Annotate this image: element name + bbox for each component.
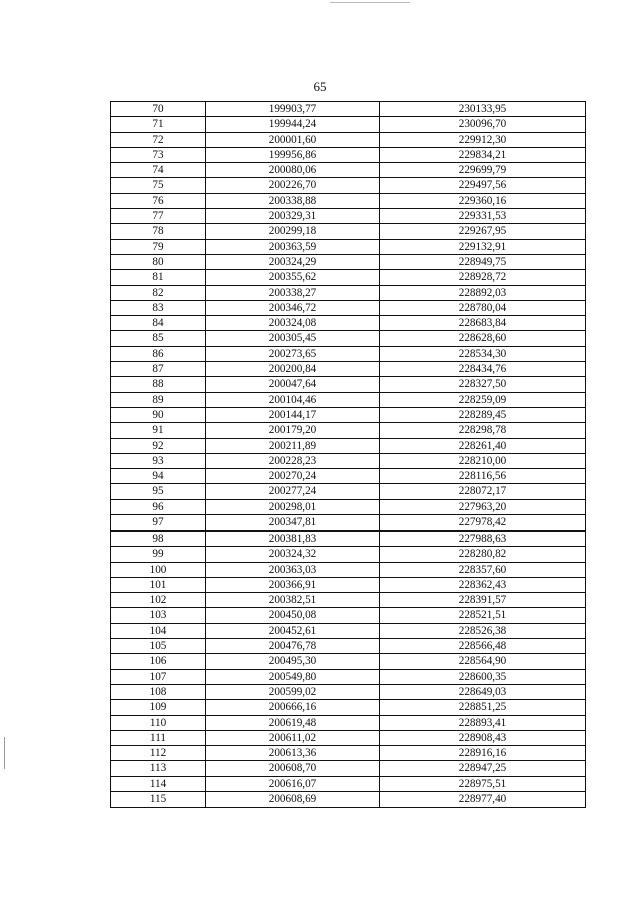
x-coordinate-cell: 200179,20	[206, 423, 380, 437]
table-row	[111, 484, 585, 499]
x-coordinate-cell: 200338,27	[206, 286, 380, 300]
y-coordinate-cell: 229699,79	[458, 164, 507, 177]
y-coordinate-cell: 228947,25	[458, 762, 507, 775]
point-number-cell: 73	[111, 148, 206, 162]
x-coordinate-cell: 200608,70	[206, 761, 380, 775]
point-number-cell: 101	[111, 578, 206, 592]
point-number-cell: 112	[111, 746, 206, 760]
x-coordinate-cell: 200616,07	[206, 777, 380, 791]
y-coordinate-cell: 228908,43	[458, 731, 507, 744]
point-number-cell: 105	[111, 639, 206, 653]
point-number-cell: 90	[111, 408, 206, 422]
y-coordinate-cell: 228892,03	[458, 286, 507, 299]
x-coordinate-cell: 200144,17	[206, 408, 380, 422]
y-coordinate-cell: 228628,60	[458, 332, 507, 345]
y-coordinate-cell: 228928,72	[458, 271, 507, 284]
x-coordinate-cell: 200381,83	[206, 532, 380, 546]
table-row	[111, 716, 585, 731]
table-row	[111, 194, 585, 209]
x-coordinate-cell: 200452,61	[206, 624, 380, 638]
x-coordinate-cell: 200273,65	[206, 347, 380, 361]
table-row	[111, 286, 585, 301]
y-coordinate-cell: 229834,21	[458, 148, 507, 161]
table-row	[111, 670, 585, 685]
point-number-cell: 94	[111, 469, 206, 483]
table-row	[111, 377, 585, 392]
y-coordinate-cell: 228566,48	[458, 640, 507, 653]
point-number-cell: 98	[111, 532, 206, 546]
table-row	[111, 532, 585, 547]
table-row	[111, 209, 585, 224]
x-coordinate-cell: 200608,69	[206, 792, 380, 807]
point-number-cell: 107	[111, 670, 206, 684]
point-number-cell: 86	[111, 347, 206, 361]
table-row	[111, 240, 585, 255]
table-row	[111, 408, 585, 423]
table-row	[111, 117, 585, 132]
point-number-cell: 87	[111, 362, 206, 376]
point-number-cell: 84	[111, 316, 206, 330]
point-number-cell: 88	[111, 377, 206, 391]
table-row	[111, 654, 585, 669]
y-coordinate-cell: 228391,57	[458, 594, 507, 607]
point-number-cell: 85	[111, 331, 206, 345]
point-number-cell: 96	[111, 500, 206, 514]
x-coordinate-cell: 200211,89	[206, 439, 380, 453]
table-row	[111, 301, 585, 316]
x-coordinate-cell: 200363,59	[206, 240, 380, 254]
table-row	[111, 439, 585, 454]
x-coordinate-cell: 200104,46	[206, 393, 380, 407]
point-number-cell: 70	[111, 102, 206, 116]
y-coordinate-cell: 228327,50	[458, 378, 507, 391]
point-number-cell: 76	[111, 194, 206, 208]
x-coordinate-cell: 200305,45	[206, 331, 380, 345]
page-number: 65	[313, 79, 327, 94]
point-number-cell: 92	[111, 439, 206, 453]
point-number-cell: 81	[111, 270, 206, 284]
table-row	[111, 178, 585, 193]
table-row	[111, 500, 585, 515]
x-coordinate-cell: 200299,18	[206, 224, 380, 238]
x-coordinate-cell: 200001,60	[206, 133, 380, 147]
x-coordinate-cell: 200228,23	[206, 454, 380, 468]
y-coordinate-cell: 227978,42	[458, 516, 507, 529]
x-coordinate-cell: 200324,29	[206, 255, 380, 269]
point-number-cell: 99	[111, 547, 206, 561]
x-coordinate-cell: 200270,24	[206, 469, 380, 483]
point-number-cell: 79	[111, 240, 206, 254]
point-number-cell: 89	[111, 393, 206, 407]
y-coordinate-cell: 228298,78	[458, 424, 507, 437]
point-number-cell: 91	[111, 423, 206, 437]
x-coordinate-cell: 199956,86	[206, 148, 380, 162]
y-coordinate-cell: 229132,91	[458, 240, 507, 253]
table-row	[111, 746, 585, 761]
y-coordinate-cell: 228526,38	[458, 624, 507, 637]
table-row	[111, 515, 585, 530]
x-coordinate-cell: 200080,06	[206, 163, 380, 177]
point-number-cell: 103	[111, 608, 206, 622]
x-coordinate-cell: 200613,36	[206, 746, 380, 760]
table-row	[111, 362, 585, 377]
point-number-cell: 111	[111, 731, 206, 745]
table-row	[111, 685, 585, 700]
y-coordinate-cell: 228780,04	[458, 301, 507, 314]
point-number-cell: 77	[111, 209, 206, 223]
y-coordinate-cell: 228362,43	[458, 578, 507, 591]
table-row	[111, 777, 585, 792]
y-coordinate-cell: 228977,40	[458, 793, 507, 806]
point-number-cell: 109	[111, 700, 206, 714]
y-coordinate-cell: 228521,51	[458, 609, 507, 622]
point-number-cell: 74	[111, 163, 206, 177]
y-coordinate-cell: 228649,03	[458, 685, 507, 698]
point-number-cell: 93	[111, 454, 206, 468]
y-coordinate-cell: 228210,00	[458, 454, 507, 467]
y-coordinate-cell: 228916,16	[458, 747, 507, 760]
table-row	[111, 761, 585, 776]
left-margin-mark	[4, 737, 5, 769]
point-number-cell: 104	[111, 624, 206, 638]
x-coordinate-cell: 200495,30	[206, 654, 380, 668]
y-coordinate-cell: 228534,30	[458, 347, 507, 360]
point-number-cell: 113	[111, 761, 206, 775]
x-coordinate-cell: 200666,16	[206, 700, 380, 714]
x-coordinate-cell: 200599,02	[206, 685, 380, 699]
x-coordinate-cell: 200366,91	[206, 578, 380, 592]
y-coordinate-cell: 228600,35	[458, 670, 507, 683]
table-row	[111, 148, 585, 163]
y-coordinate-cell: 229912,30	[458, 133, 507, 146]
x-coordinate-cell: 200324,32	[206, 547, 380, 561]
y-coordinate-cell: 230133,95	[458, 103, 507, 115]
y-coordinate-cell: 228280,82	[458, 548, 507, 561]
table-row	[111, 270, 585, 285]
y-coordinate-cell: 228261,40	[458, 439, 507, 452]
table-row	[111, 593, 585, 608]
x-coordinate-cell: 200329,31	[206, 209, 380, 223]
point-number-cell: 82	[111, 286, 206, 300]
table-row	[111, 102, 585, 117]
y-coordinate-cell: 228564,90	[458, 655, 507, 668]
x-coordinate-cell: 200363,03	[206, 563, 380, 577]
table-row	[111, 469, 585, 484]
y-coordinate-cell: 228949,75	[458, 255, 507, 268]
x-coordinate-cell: 200338,88	[206, 194, 380, 208]
x-coordinate-cell: 200346,72	[206, 301, 380, 315]
x-coordinate-cell: 200324,08	[206, 316, 380, 330]
y-coordinate-cell: 227963,20	[458, 500, 507, 513]
y-coordinate-cell: 228975,51	[458, 777, 507, 790]
table-row	[111, 224, 585, 239]
x-coordinate-cell: 200200,84	[206, 362, 380, 376]
x-coordinate-cell: 200619,48	[206, 716, 380, 730]
table-row	[111, 731, 585, 746]
point-number-cell: 75	[111, 178, 206, 192]
table-row	[111, 578, 585, 593]
table-row	[111, 454, 585, 469]
y-coordinate-cell: 228289,45	[458, 408, 507, 421]
table-row	[111, 331, 585, 346]
y-coordinate-cell: 228072,17	[458, 485, 507, 498]
point-number-cell: 110	[111, 716, 206, 730]
table-row	[111, 639, 585, 654]
y-coordinate-cell: 228116,56	[458, 470, 507, 483]
point-number-cell: 115	[111, 792, 206, 807]
table-row	[111, 255, 585, 270]
y-coordinate-cell: 230096,70	[458, 118, 507, 131]
point-number-cell: 106	[111, 654, 206, 668]
y-coordinate-cell: 229267,95	[458, 225, 507, 238]
point-number-cell: 100	[111, 563, 206, 577]
x-coordinate-cell: 200355,62	[206, 270, 380, 284]
table-row	[111, 608, 585, 623]
y-coordinate-cell: 227988,63	[458, 533, 507, 545]
table-row	[111, 133, 585, 148]
point-number-cell: 83	[111, 301, 206, 315]
y-coordinate-cell: 228259,09	[458, 393, 507, 406]
table-row	[111, 700, 585, 715]
y-coordinate-cell: 228893,41	[458, 716, 507, 729]
table-row	[111, 316, 585, 331]
point-number-cell: 95	[111, 484, 206, 498]
x-coordinate-cell: 200611,02	[206, 731, 380, 745]
x-coordinate-cell: 200450,08	[206, 608, 380, 622]
y-coordinate-cell: 228851,25	[458, 701, 507, 714]
x-coordinate-cell: 200047,64	[206, 377, 380, 391]
table-row	[111, 563, 585, 578]
x-coordinate-cell: 200277,24	[206, 484, 380, 498]
point-number-cell: 108	[111, 685, 206, 699]
point-number-cell: 102	[111, 593, 206, 607]
table-row	[111, 163, 585, 178]
y-coordinate-cell: 228683,84	[458, 317, 507, 330]
y-coordinate-cell: 229331,53	[458, 210, 507, 223]
point-number-cell: 78	[111, 224, 206, 238]
x-coordinate-cell: 200476,78	[206, 639, 380, 653]
table-row	[111, 347, 585, 362]
top-edge-rule	[330, 2, 410, 3]
y-coordinate-cell: 228434,76	[458, 363, 507, 376]
coordinate-table-block-1	[110, 101, 586, 531]
point-number-cell: 71	[111, 117, 206, 131]
point-number-cell: 114	[111, 777, 206, 791]
table-row	[111, 393, 585, 408]
coordinate-table-block-2	[110, 531, 586, 808]
table-row	[111, 547, 585, 562]
table-row	[111, 423, 585, 438]
point-number-cell: 97	[111, 515, 206, 530]
y-coordinate-cell: 229497,56	[458, 179, 507, 192]
x-coordinate-cell: 200347,81	[206, 515, 380, 530]
table-row	[111, 624, 585, 639]
point-number-cell: 80	[111, 255, 206, 269]
x-coordinate-cell: 200298,01	[206, 500, 380, 514]
point-number-cell: 72	[111, 133, 206, 147]
x-coordinate-cell: 199903,77	[206, 102, 380, 116]
y-coordinate-cell: 229360,16	[458, 194, 507, 207]
x-coordinate-cell: 200226,70	[206, 178, 380, 192]
table-row	[111, 792, 585, 807]
x-coordinate-cell: 199944,24	[206, 117, 380, 131]
x-coordinate-cell: 200549,80	[206, 670, 380, 684]
x-coordinate-cell: 200382,51	[206, 593, 380, 607]
y-coordinate-cell: 228357,60	[458, 563, 507, 576]
